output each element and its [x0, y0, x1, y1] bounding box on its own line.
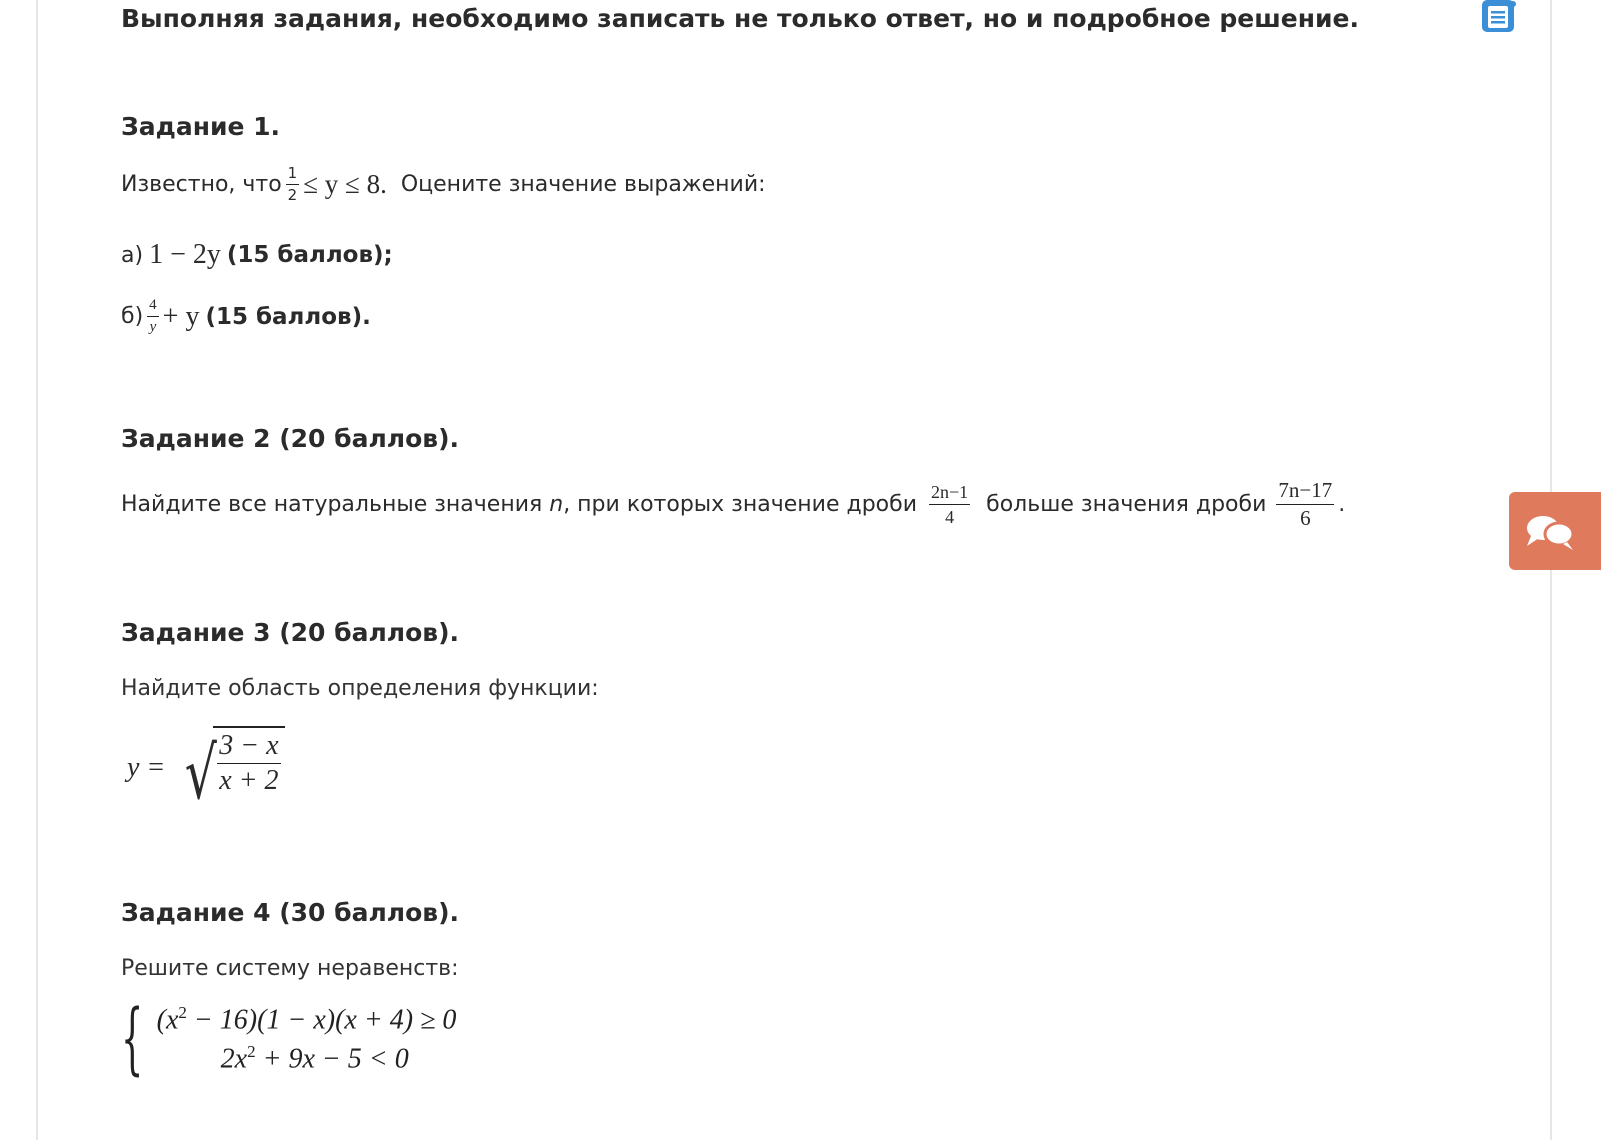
task4-title: Задание 4 (30 баллов).: [121, 898, 460, 927]
fraction-bar: [929, 504, 970, 505]
fraction-denominator: 2: [287, 186, 298, 204]
task1-title: Задание 1.: [121, 112, 281, 141]
task2-end: .: [1338, 492, 1346, 517]
part-a-points: (15 баллов);: [226, 242, 393, 268]
inequality-system: [121, 994, 457, 1084]
intro-text: Выполняя задания, необходимо записать не только ответ, но и подробное решение.: [121, 4, 1360, 33]
part-b-expression: + y: [162, 300, 200, 332]
task4-text: Решите систему неравенств:: [121, 956, 459, 981]
fraction-bar: [286, 184, 300, 185]
task2-title: Задание 2 (20 баллов).: [121, 424, 460, 453]
task1-part-a: [121, 239, 393, 271]
print-icon[interactable]: [1476, 0, 1520, 36]
fraction-bar: [1276, 504, 1334, 505]
task1-cond-rest: ≤ y ≤ 8.: [303, 169, 387, 199]
task2-text: [121, 480, 1345, 529]
fraction-numerator: 7n−17: [1278, 478, 1333, 502]
chat-icon: [1509, 492, 1601, 570]
fraction-denominator: y: [149, 319, 157, 335]
fraction-numerator: 3 − x: [219, 730, 279, 761]
task2-variable: n: [549, 492, 564, 517]
part-b-fraction: [147, 298, 159, 335]
row2-exponent: 2: [247, 1042, 256, 1061]
square-root: [171, 726, 284, 815]
chat-tab[interactable]: [1509, 492, 1601, 570]
system-row-2: [157, 1042, 457, 1075]
radical-sign: √: [185, 731, 218, 815]
fraction-bar: [147, 316, 159, 317]
task1-condition: [121, 166, 766, 203]
part-a-expression: 1 − 2y: [149, 239, 221, 270]
radicand: [213, 726, 284, 795]
part-b-points: (15 баллов).: [205, 303, 371, 330]
fraction-bar: [217, 763, 280, 764]
task1-part-b: [121, 298, 371, 335]
fraction-numerator: 1: [287, 164, 298, 182]
part-b-label: б): [121, 304, 144, 329]
task3-text: Найдите область определения функции:: [121, 676, 599, 701]
row2-part-a: 2x: [220, 1043, 248, 1075]
task2-text1: Найдите все натуральные значения: [121, 492, 543, 517]
task3-function: [121, 726, 285, 815]
task3-fraction: [217, 732, 280, 795]
system-row-1: [157, 1003, 457, 1036]
task2-fraction2: [1276, 480, 1334, 529]
task2-text3: больше значения дроби: [986, 492, 1267, 517]
system-rows: [157, 1003, 457, 1076]
task2-fraction1: [929, 483, 970, 526]
row1-exponent: 2: [178, 1002, 187, 1022]
part-a-label: а): [121, 242, 144, 268]
task1-cond-fraction: [286, 166, 300, 203]
fraction-denominator: x + 2: [219, 765, 279, 796]
fraction-numerator: 2n−1: [931, 482, 969, 502]
fraction-denominator: 4: [945, 507, 955, 527]
task2-text2: , при которых значение дроби: [563, 492, 917, 517]
task1-text-before: Известно, что: [121, 172, 282, 197]
task3-title: Задание 3 (20 баллов).: [121, 618, 460, 647]
row1-part-b: − 16)(1 − x)(x + 4) ≥ 0: [186, 1004, 457, 1035]
task3-lhs: y =: [127, 751, 166, 783]
task1-text-after: Оцените значение выражений:: [400, 172, 766, 197]
system-brace: {: [121, 994, 144, 1084]
row2-part-b: + 9x − 5 < 0: [255, 1043, 409, 1075]
fraction-numerator: 4: [149, 297, 157, 313]
fraction-denominator: 6: [1300, 506, 1311, 530]
row1-part-a: (x: [156, 1004, 179, 1035]
